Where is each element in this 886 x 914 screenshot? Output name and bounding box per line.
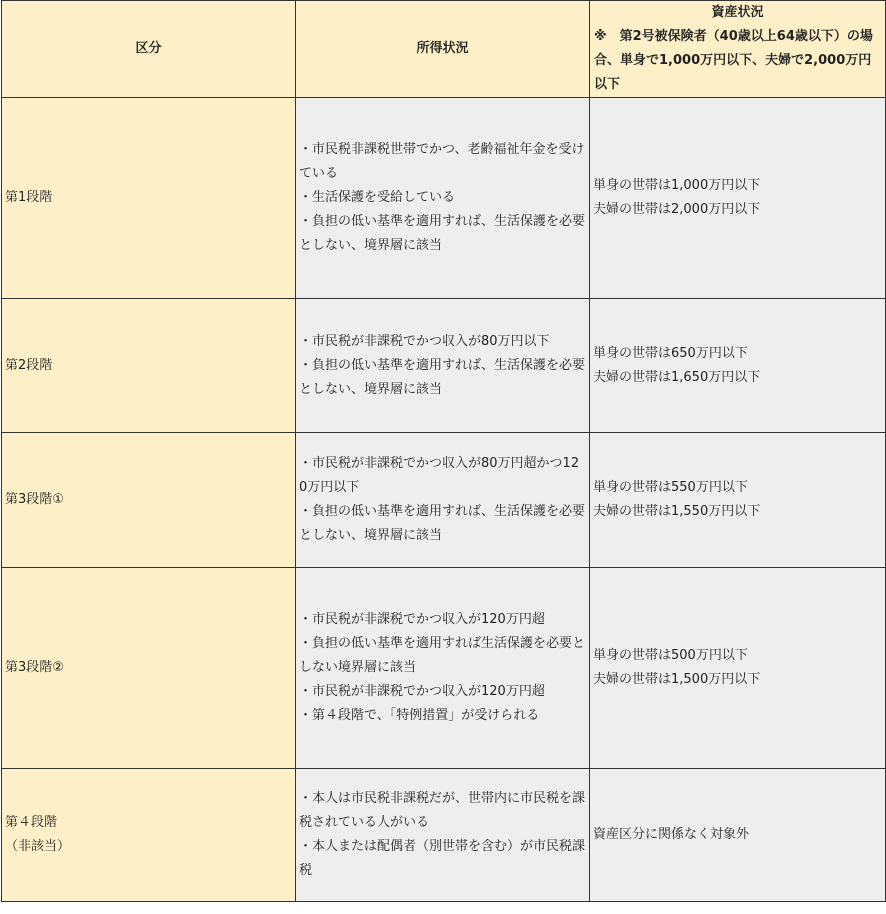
- eligibility-table: [1, 0, 886, 902]
- table-row: [2, 433, 886, 568]
- income-cell: [296, 568, 590, 769]
- table-row: [2, 769, 886, 902]
- assets-item: 夫婦の世帯は1,650万円以下: [593, 369, 761, 385]
- income-item: ・負担の低い基準を適用すれば、生活保護を必要としない、境界層に該当: [299, 357, 586, 397]
- category-label: 第3段階②: [5, 660, 64, 675]
- income-item: ・本人は市民税非課税だが、世帯内に市民税を課税されている人がいる: [299, 791, 586, 830]
- assets-item: 単身の世帯は550万円以下: [593, 480, 748, 495]
- category-cell: [2, 433, 296, 568]
- income-item: ・市民税が非課税でかつ収入が120万円超: [299, 612, 545, 627]
- income-item: ・第４段階で、「特例措置」が受けられる: [299, 708, 540, 723]
- income-item: ・負担の低い基準を適用すれば生活保護を必要としない境界層に該当: [299, 636, 586, 675]
- category-cell: [2, 299, 296, 433]
- table-row: [2, 568, 886, 769]
- category-label: 第４段階: [5, 815, 58, 830]
- table-row: [2, 98, 886, 299]
- income-cell: [296, 299, 590, 433]
- assets-item: 単身の世帯は500万円以下: [593, 648, 748, 663]
- header-assets-title: 資産状況: [711, 5, 764, 20]
- income-item: ・負担の低い基準を適用すれば、生活保護を必要としない、境界層に該当: [299, 504, 586, 543]
- category-label: 第2段階: [5, 357, 53, 373]
- assets-item: 単身の世帯は1,000万円以下: [593, 178, 761, 193]
- income-item: ・市民税が非課税でかつ収入が120万円超: [299, 684, 545, 699]
- assets-item: 夫婦の世帯は1,500万円以下: [593, 672, 761, 687]
- income-item: ・市民税が非課税でかつ収入が80万円超かつ120万円以下: [299, 456, 580, 495]
- assets-cell: [590, 568, 886, 769]
- assets-item: 夫婦の世帯は1,550万円以下: [593, 504, 761, 519]
- assets-item: 単身の世帯は650万円以下: [593, 345, 748, 361]
- income-item: ・市民税非課税世帯でかつ、老齢福祉年金を受けている: [299, 142, 585, 181]
- header-assets: [590, 1, 886, 98]
- category-label: 第3段階①: [5, 492, 64, 507]
- table-row: [2, 299, 886, 433]
- income-cell: [296, 769, 590, 902]
- header-assets-note: ※ 第2号被保険者（40歳以上64歳以下）の場合、単身で1,000万円以下、夫婦で2,000万円以下: [594, 29, 873, 92]
- income-item: ・生活保護を受給している: [299, 190, 456, 205]
- category-cell: [2, 769, 296, 902]
- header-category: 区分: [2, 1, 296, 98]
- assets-cell: [590, 299, 886, 433]
- category-cell: [2, 568, 296, 769]
- assets-item: 夫婦の世帯は2,000万円以下: [593, 202, 761, 217]
- assets-cell: [590, 98, 886, 299]
- income-item: ・負担の低い基準を適用すれば、生活保護を必要としない、境界層に該当: [299, 214, 586, 253]
- assets-item: 資産区分に関係なく対象外: [593, 827, 750, 842]
- category-cell: [2, 98, 296, 299]
- category-sublabel: （非該当）: [5, 839, 71, 854]
- income-item: ・本人または配偶者（別世帯を含む）が市民税課税: [299, 839, 586, 878]
- income-item: ・市民税が非課税でかつ収入が80万円以下: [299, 333, 550, 349]
- header-row: [2, 1, 886, 98]
- income-cell: [296, 98, 590, 299]
- category-label: 第1段階: [5, 190, 53, 205]
- assets-cell: [590, 433, 886, 568]
- header-income: 所得状況: [296, 1, 590, 98]
- assets-cell: [590, 769, 886, 902]
- income-cell: [296, 433, 590, 568]
